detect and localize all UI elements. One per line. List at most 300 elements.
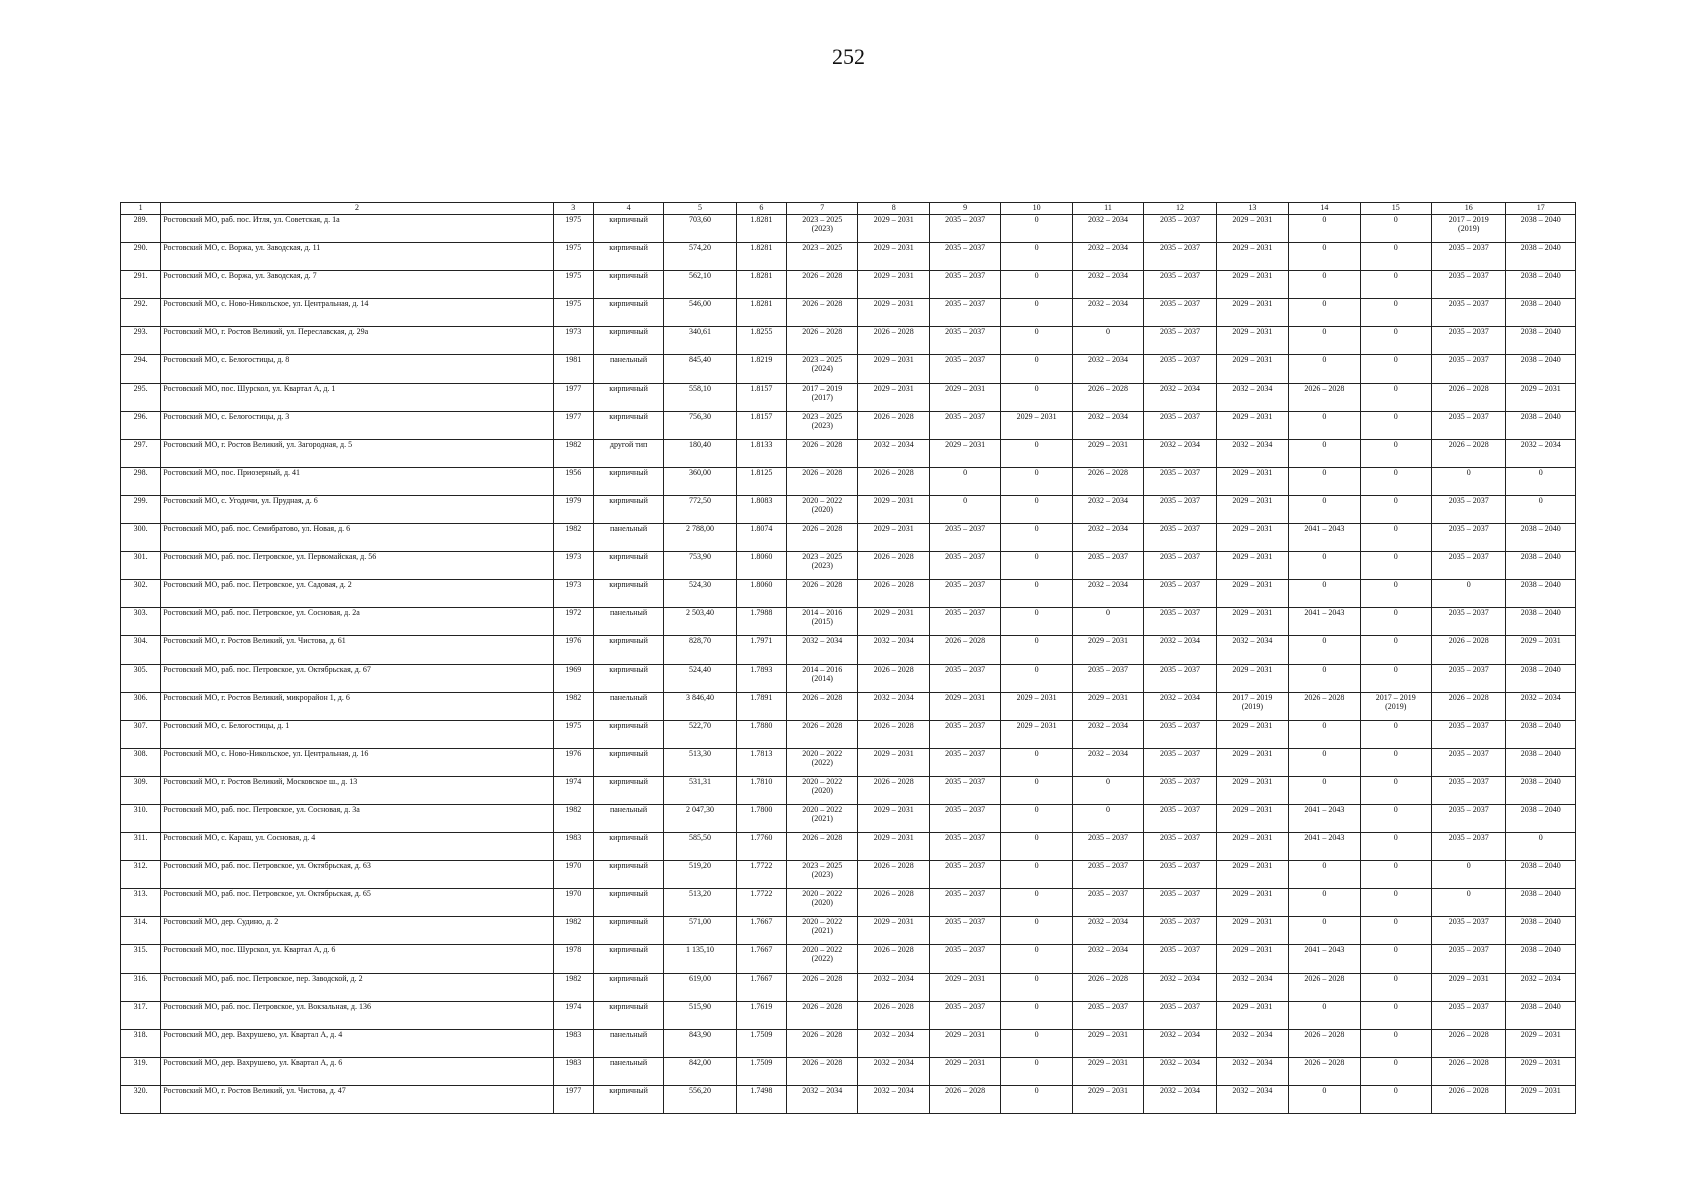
period-col-17: 2038 – 2040 bbox=[1506, 411, 1576, 439]
period-col-10: 0 bbox=[1001, 580, 1072, 608]
period-col-10: 0 bbox=[1001, 439, 1072, 467]
index-value: 1.8157 bbox=[736, 411, 786, 439]
row-number: 297. bbox=[121, 439, 161, 467]
period-col-11: 2032 – 2034 bbox=[1072, 355, 1143, 383]
period-actual: (2014) bbox=[811, 673, 833, 683]
period-col-7: 2026 – 2028 bbox=[787, 299, 858, 327]
period-col-11: 2035 – 2037 bbox=[1072, 833, 1143, 861]
period-col-8: 2029 – 2031 bbox=[858, 804, 929, 832]
table-row bbox=[121, 973, 1576, 1001]
period-col-16: 2026 – 2028 bbox=[1431, 1085, 1505, 1113]
period-col-8: 2029 – 2031 bbox=[858, 383, 929, 411]
period-col-17: 2038 – 2040 bbox=[1506, 889, 1576, 917]
address: Ростовский МО, раб. пос. Петровское, пер. Заводской, д. 2 bbox=[161, 973, 553, 1001]
period-col-17: 2038 – 2040 bbox=[1506, 917, 1576, 945]
index-value: 1.8074 bbox=[736, 524, 786, 552]
period-col-13: 2029 – 2031 bbox=[1216, 917, 1288, 945]
period-col-9: 2035 – 2037 bbox=[929, 945, 1000, 973]
address: Ростовский МО, раб. пос. Петровское, ул. Октябрьская, д. 67 bbox=[161, 664, 553, 692]
period-col-16: 2035 – 2037 bbox=[1431, 243, 1505, 271]
total-area: 574,20 bbox=[664, 243, 736, 271]
period-col-11: 2029 – 2031 bbox=[1072, 636, 1143, 664]
table-row bbox=[121, 439, 1576, 467]
table-row bbox=[121, 355, 1576, 383]
period-col-13 bbox=[1216, 692, 1288, 720]
wall-material: панельный bbox=[593, 804, 663, 832]
period-range: 2017 – 2019 bbox=[802, 383, 843, 393]
period-col-10: 0 bbox=[1001, 271, 1072, 299]
year-built: 1977 bbox=[553, 1085, 593, 1113]
period-col-16: 2035 – 2037 bbox=[1431, 608, 1505, 636]
row-number: 305. bbox=[121, 664, 161, 692]
period-col-8: 2029 – 2031 bbox=[858, 215, 929, 243]
period-col-17: 2038 – 2040 bbox=[1506, 524, 1576, 552]
table-row bbox=[121, 495, 1576, 523]
period-col-10: 0 bbox=[1001, 495, 1072, 523]
period-actual: (2023) bbox=[811, 420, 833, 430]
period-range: 2020 – 2022 bbox=[802, 748, 843, 758]
row-number: 294. bbox=[121, 355, 161, 383]
total-area: 571,00 bbox=[664, 917, 736, 945]
period-col-7: 2026 – 2028 bbox=[787, 467, 858, 495]
period-col-13: 2032 – 2034 bbox=[1216, 1085, 1288, 1113]
total-area: 842,00 bbox=[664, 1057, 736, 1085]
period-col-16: 2035 – 2037 bbox=[1431, 748, 1505, 776]
period-col-10: 2029 – 2031 bbox=[1001, 411, 1072, 439]
period-col-16: 0 bbox=[1431, 889, 1505, 917]
period-col-15: 0 bbox=[1360, 861, 1431, 889]
row-number: 317. bbox=[121, 1001, 161, 1029]
period-col-7: 2026 – 2028 bbox=[787, 1029, 858, 1057]
table-row bbox=[121, 608, 1576, 636]
period-col-16: 2035 – 2037 bbox=[1431, 945, 1505, 973]
housing-repair-schedule-table bbox=[120, 202, 1576, 1114]
period-actual: (2020) bbox=[811, 898, 833, 908]
period-col-8: 2029 – 2031 bbox=[858, 271, 929, 299]
period-actual: (2024) bbox=[811, 364, 833, 374]
period-col-16: 2026 – 2028 bbox=[1431, 439, 1505, 467]
period-col-15: 0 bbox=[1360, 383, 1431, 411]
column-header-16: 16 bbox=[1431, 203, 1505, 215]
table-row bbox=[121, 299, 1576, 327]
table-row bbox=[121, 383, 1576, 411]
row-number: 293. bbox=[121, 327, 161, 355]
period-col-12: 2032 – 2034 bbox=[1144, 973, 1216, 1001]
period-col-16 bbox=[1431, 215, 1505, 243]
period-col-17: 2038 – 2040 bbox=[1506, 327, 1576, 355]
period-col-11: 2029 – 2031 bbox=[1072, 692, 1143, 720]
period-col-15: 0 bbox=[1360, 411, 1431, 439]
period-col-17: 2038 – 2040 bbox=[1506, 804, 1576, 832]
period-col-11: 2032 – 2034 bbox=[1072, 271, 1143, 299]
period-col-7 bbox=[787, 552, 858, 580]
period-col-13: 2029 – 2031 bbox=[1216, 552, 1288, 580]
period-col-17: 2038 – 2040 bbox=[1506, 720, 1576, 748]
period-col-8: 2029 – 2031 bbox=[858, 608, 929, 636]
table-row bbox=[121, 1029, 1576, 1057]
period-col-17: 2029 – 2031 bbox=[1506, 1029, 1576, 1057]
period-col-16: 2035 – 2037 bbox=[1431, 720, 1505, 748]
period-col-13: 2029 – 2031 bbox=[1216, 1001, 1288, 1029]
total-area: 619,00 bbox=[664, 973, 736, 1001]
period-col-9: 2035 – 2037 bbox=[929, 524, 1000, 552]
period-col-11: 2035 – 2037 bbox=[1072, 552, 1143, 580]
period-col-14: 0 bbox=[1289, 636, 1360, 664]
period-col-15: 0 bbox=[1360, 495, 1431, 523]
year-built: 1976 bbox=[553, 748, 593, 776]
column-header-14: 14 bbox=[1289, 203, 1360, 215]
total-area: 2 788,00 bbox=[664, 524, 736, 552]
period-col-17: 2038 – 2040 bbox=[1506, 861, 1576, 889]
period-col-7 bbox=[787, 608, 858, 636]
period-col-15: 0 bbox=[1360, 1029, 1431, 1057]
period-col-11: 2032 – 2034 bbox=[1072, 917, 1143, 945]
period-actual: (2021) bbox=[811, 926, 833, 936]
period-col-10: 0 bbox=[1001, 748, 1072, 776]
column-header-9: 9 bbox=[929, 203, 1000, 215]
address: Ростовский МО, раб. пос. Семибратово, ул. Новая, д. 6 bbox=[161, 524, 553, 552]
total-area: 180,40 bbox=[664, 439, 736, 467]
index-value: 1.7667 bbox=[736, 973, 786, 1001]
row-number: 314. bbox=[121, 917, 161, 945]
index-value: 1.8255 bbox=[736, 327, 786, 355]
period-col-16: 2035 – 2037 bbox=[1431, 833, 1505, 861]
period-col-13: 2029 – 2031 bbox=[1216, 495, 1288, 523]
period-col-8: 2026 – 2028 bbox=[858, 889, 929, 917]
period-col-14: 0 bbox=[1289, 299, 1360, 327]
period-col-13: 2029 – 2031 bbox=[1216, 776, 1288, 804]
period-col-8: 2029 – 2031 bbox=[858, 299, 929, 327]
period-col-17: 2038 – 2040 bbox=[1506, 664, 1576, 692]
period-col-13: 2029 – 2031 bbox=[1216, 355, 1288, 383]
period-col-12: 2035 – 2037 bbox=[1144, 1001, 1216, 1029]
year-built: 1973 bbox=[553, 580, 593, 608]
period-col-15: 0 bbox=[1360, 833, 1431, 861]
period-col-15: 0 bbox=[1360, 608, 1431, 636]
period-col-15: 0 bbox=[1360, 664, 1431, 692]
index-value: 1.7891 bbox=[736, 692, 786, 720]
wall-material: панельный bbox=[593, 608, 663, 636]
period-col-14: 2041 – 2043 bbox=[1289, 524, 1360, 552]
year-built: 1970 bbox=[553, 861, 593, 889]
period-range: 2020 – 2022 bbox=[802, 945, 843, 955]
period-col-12: 2035 – 2037 bbox=[1144, 411, 1216, 439]
period-col-13: 2029 – 2031 bbox=[1216, 720, 1288, 748]
table-row bbox=[121, 889, 1576, 917]
period-col-17: 2038 – 2040 bbox=[1506, 215, 1576, 243]
wall-material: кирпичный bbox=[593, 271, 663, 299]
period-col-8: 2026 – 2028 bbox=[858, 945, 929, 973]
year-built: 1979 bbox=[553, 495, 593, 523]
period-col-14: 0 bbox=[1289, 327, 1360, 355]
period-col-8: 2026 – 2028 bbox=[858, 580, 929, 608]
row-number: 295. bbox=[121, 383, 161, 411]
period-col-14: 2026 – 2028 bbox=[1289, 383, 1360, 411]
period-col-15: 0 bbox=[1360, 1085, 1431, 1113]
row-number: 290. bbox=[121, 243, 161, 271]
header-row bbox=[121, 203, 1576, 215]
total-area: 519,20 bbox=[664, 861, 736, 889]
period-col-11: 2029 – 2031 bbox=[1072, 1029, 1143, 1057]
period-col-17: 2032 – 2034 bbox=[1506, 692, 1576, 720]
period-col-13: 2029 – 2031 bbox=[1216, 833, 1288, 861]
index-value: 1.7509 bbox=[736, 1057, 786, 1085]
period-col-7 bbox=[787, 917, 858, 945]
period-col-12: 2035 – 2037 bbox=[1144, 271, 1216, 299]
period-col-11: 2032 – 2034 bbox=[1072, 580, 1143, 608]
period-col-15: 0 bbox=[1360, 355, 1431, 383]
period-col-17: 2029 – 2031 bbox=[1506, 1085, 1576, 1113]
period-col-17: 2038 – 2040 bbox=[1506, 299, 1576, 327]
column-header-3: 3 bbox=[553, 203, 593, 215]
period-col-12: 2032 – 2034 bbox=[1144, 636, 1216, 664]
period-col-9: 2035 – 2037 bbox=[929, 271, 1000, 299]
period-col-16: 2035 – 2037 bbox=[1431, 411, 1505, 439]
period-range: 2017 – 2019 bbox=[1232, 692, 1273, 702]
period-col-15: 0 bbox=[1360, 945, 1431, 973]
address: Ростовский МО, с. Ново-Никольское, ул. Центральная, д. 14 bbox=[161, 299, 553, 327]
period-col-9: 2035 – 2037 bbox=[929, 861, 1000, 889]
column-header-7: 7 bbox=[787, 203, 858, 215]
wall-material: кирпичный bbox=[593, 720, 663, 748]
address: Ростовский МО, с. Воржа, ул. Заводская, д. 7 bbox=[161, 271, 553, 299]
period-col-15: 0 bbox=[1360, 552, 1431, 580]
address: Ростовский МО, с. Воржа, ул. Заводская, д. 11 bbox=[161, 243, 553, 271]
period-col-11: 2032 – 2034 bbox=[1072, 299, 1143, 327]
period-col-16: 0 bbox=[1431, 861, 1505, 889]
row-number: 296. bbox=[121, 411, 161, 439]
period-col-7 bbox=[787, 355, 858, 383]
row-number: 318. bbox=[121, 1029, 161, 1057]
period-col-11: 2035 – 2037 bbox=[1072, 1001, 1143, 1029]
period-col-9: 2035 – 2037 bbox=[929, 720, 1000, 748]
table-row bbox=[121, 664, 1576, 692]
period-col-8: 2029 – 2031 bbox=[858, 748, 929, 776]
period-col-15: 0 bbox=[1360, 299, 1431, 327]
table-row bbox=[121, 636, 1576, 664]
period-col-9: 2035 – 2037 bbox=[929, 327, 1000, 355]
year-built: 1974 bbox=[553, 776, 593, 804]
period-col-7: 2026 – 2028 bbox=[787, 271, 858, 299]
period-col-9: 2029 – 2031 bbox=[929, 692, 1000, 720]
period-col-17: 2029 – 2031 bbox=[1506, 636, 1576, 664]
period-col-10: 0 bbox=[1001, 467, 1072, 495]
wall-material: кирпичный bbox=[593, 636, 663, 664]
period-col-8: 2029 – 2031 bbox=[858, 355, 929, 383]
period-col-14: 2026 – 2028 bbox=[1289, 1029, 1360, 1057]
period-col-12: 2032 – 2034 bbox=[1144, 383, 1216, 411]
period-col-10: 0 bbox=[1001, 889, 1072, 917]
table-row bbox=[121, 215, 1576, 243]
period-col-17: 2032 – 2034 bbox=[1506, 439, 1576, 467]
period-col-13: 2029 – 2031 bbox=[1216, 889, 1288, 917]
period-col-15: 0 bbox=[1360, 720, 1431, 748]
period-col-13: 2032 – 2034 bbox=[1216, 636, 1288, 664]
period-col-7 bbox=[787, 776, 858, 804]
column-header-12: 12 bbox=[1144, 203, 1216, 215]
period-col-16: 2035 – 2037 bbox=[1431, 804, 1505, 832]
period-col-7: 2026 – 2028 bbox=[787, 833, 858, 861]
wall-material: кирпичный bbox=[593, 552, 663, 580]
period-col-12: 2035 – 2037 bbox=[1144, 580, 1216, 608]
period-col-14: 0 bbox=[1289, 215, 1360, 243]
wall-material: панельный bbox=[593, 692, 663, 720]
period-col-7 bbox=[787, 411, 858, 439]
period-col-15: 0 bbox=[1360, 215, 1431, 243]
index-value: 1.8157 bbox=[736, 383, 786, 411]
table-row bbox=[121, 1001, 1576, 1029]
period-actual: (2017) bbox=[811, 392, 833, 402]
period-range: 2023 – 2025 bbox=[802, 861, 843, 871]
period-col-13: 2029 – 2031 bbox=[1216, 861, 1288, 889]
period-col-12: 2035 – 2037 bbox=[1144, 467, 1216, 495]
address: Ростовский МО, пос. Шурскол, ул. Квартал А, д. 1 bbox=[161, 383, 553, 411]
year-built: 1975 bbox=[553, 271, 593, 299]
period-range: 2023 – 2025 bbox=[802, 552, 843, 562]
period-col-15: 0 bbox=[1360, 804, 1431, 832]
year-built: 1982 bbox=[553, 973, 593, 1001]
index-value: 1.7509 bbox=[736, 1029, 786, 1057]
column-header-1: 1 bbox=[121, 203, 161, 215]
period-col-13: 2029 – 2031 bbox=[1216, 327, 1288, 355]
period-col-9: 2029 – 2031 bbox=[929, 1057, 1000, 1085]
period-col-10: 0 bbox=[1001, 664, 1072, 692]
period-col-10: 0 bbox=[1001, 1001, 1072, 1029]
period-col-14: 0 bbox=[1289, 411, 1360, 439]
total-area: 772,50 bbox=[664, 495, 736, 523]
address: Ростовский МО, раб. пос. Петровское, ул. Первомайская, д. 56 bbox=[161, 552, 553, 580]
index-value: 1.8125 bbox=[736, 467, 786, 495]
period-col-7: 2026 – 2028 bbox=[787, 1057, 858, 1085]
row-number: 299. bbox=[121, 495, 161, 523]
period-col-15: 0 bbox=[1360, 636, 1431, 664]
period-col-14: 0 bbox=[1289, 748, 1360, 776]
address: Ростовский МО, с. Угодичи, ул. Прудная, д. 6 bbox=[161, 495, 553, 523]
total-area: 556,20 bbox=[664, 1085, 736, 1113]
period-col-13: 2032 – 2034 bbox=[1216, 383, 1288, 411]
period-col-12: 2035 – 2037 bbox=[1144, 917, 1216, 945]
year-built: 1975 bbox=[553, 243, 593, 271]
period-col-15: 0 bbox=[1360, 271, 1431, 299]
index-value: 1.7893 bbox=[736, 664, 786, 692]
period-col-12: 2032 – 2034 bbox=[1144, 1057, 1216, 1085]
period-col-17: 2038 – 2040 bbox=[1506, 1001, 1576, 1029]
period-col-17: 2038 – 2040 bbox=[1506, 580, 1576, 608]
index-value: 1.8083 bbox=[736, 495, 786, 523]
index-value: 1.7619 bbox=[736, 1001, 786, 1029]
index-value: 1.7667 bbox=[736, 945, 786, 973]
period-col-11: 2026 – 2028 bbox=[1072, 973, 1143, 1001]
total-area: 753,90 bbox=[664, 552, 736, 580]
wall-material: кирпичный bbox=[593, 945, 663, 973]
period-col-14: 0 bbox=[1289, 1085, 1360, 1113]
period-col-13: 2029 – 2031 bbox=[1216, 524, 1288, 552]
period-col-12: 2035 – 2037 bbox=[1144, 355, 1216, 383]
period-col-14: 0 bbox=[1289, 889, 1360, 917]
period-actual: (2020) bbox=[811, 504, 833, 514]
table-row bbox=[121, 692, 1576, 720]
address: Ростовский МО, пос. Шурскол, ул. Квартал А, д. 6 bbox=[161, 945, 553, 973]
period-col-12: 2035 – 2037 bbox=[1144, 608, 1216, 636]
period-col-13: 2029 – 2031 bbox=[1216, 664, 1288, 692]
period-col-14: 2026 – 2028 bbox=[1289, 973, 1360, 1001]
period-col-13: 2032 – 2034 bbox=[1216, 1029, 1288, 1057]
period-col-14: 2026 – 2028 bbox=[1289, 1057, 1360, 1085]
period-col-8: 2032 – 2034 bbox=[858, 636, 929, 664]
index-value: 1.7988 bbox=[736, 608, 786, 636]
address: Ростовский МО, дер. Вахрушево, ул. Квартал А, д. 4 bbox=[161, 1029, 553, 1057]
row-number: 310. bbox=[121, 804, 161, 832]
period-col-13: 2032 – 2034 bbox=[1216, 973, 1288, 1001]
year-built: 1977 bbox=[553, 383, 593, 411]
total-area: 845,40 bbox=[664, 355, 736, 383]
index-value: 1.7971 bbox=[736, 636, 786, 664]
period-col-11: 2035 – 2037 bbox=[1072, 664, 1143, 692]
period-col-10: 0 bbox=[1001, 973, 1072, 1001]
period-col-17: 2038 – 2040 bbox=[1506, 776, 1576, 804]
year-built: 1975 bbox=[553, 299, 593, 327]
year-built: 1974 bbox=[553, 1001, 593, 1029]
row-number: 316. bbox=[121, 973, 161, 1001]
year-built: 1977 bbox=[553, 411, 593, 439]
year-built: 1969 bbox=[553, 664, 593, 692]
period-col-14: 0 bbox=[1289, 1001, 1360, 1029]
period-col-13: 2029 – 2031 bbox=[1216, 299, 1288, 327]
period-col-10: 0 bbox=[1001, 1057, 1072, 1085]
period-col-8: 2032 – 2034 bbox=[858, 439, 929, 467]
index-value: 1.8281 bbox=[736, 299, 786, 327]
period-col-13: 2029 – 2031 bbox=[1216, 748, 1288, 776]
period-col-15: 0 bbox=[1360, 973, 1431, 1001]
period-col-9: 2035 – 2037 bbox=[929, 411, 1000, 439]
period-col-17: 2038 – 2040 bbox=[1506, 608, 1576, 636]
period-col-8: 2026 – 2028 bbox=[858, 327, 929, 355]
period-col-10: 0 bbox=[1001, 383, 1072, 411]
row-number: 291. bbox=[121, 271, 161, 299]
index-value: 1.8281 bbox=[736, 215, 786, 243]
table-row bbox=[121, 271, 1576, 299]
period-col-12: 2035 – 2037 bbox=[1144, 748, 1216, 776]
period-col-14: 0 bbox=[1289, 861, 1360, 889]
total-area: 828,70 bbox=[664, 636, 736, 664]
period-range: 2020 – 2022 bbox=[802, 495, 843, 505]
index-value: 1.8281 bbox=[736, 243, 786, 271]
year-built: 1978 bbox=[553, 945, 593, 973]
period-col-10: 0 bbox=[1001, 243, 1072, 271]
total-area: 340,61 bbox=[664, 327, 736, 355]
wall-material: кирпичный bbox=[593, 776, 663, 804]
row-number: 308. bbox=[121, 748, 161, 776]
address: Ростовский МО, раб. пос. Петровское, ул. Садовая, д. 2 bbox=[161, 580, 553, 608]
period-col-14: 0 bbox=[1289, 355, 1360, 383]
address: Ростовский МО, раб. пос. Петровское, ул. Вокзальная, д. 136 bbox=[161, 1001, 553, 1029]
period-range: 2023 – 2025 bbox=[802, 411, 843, 421]
year-built: 1972 bbox=[553, 608, 593, 636]
period-col-16: 2026 – 2028 bbox=[1431, 1057, 1505, 1085]
row-number: 304. bbox=[121, 636, 161, 664]
period-actual: (2021) bbox=[811, 813, 833, 823]
address: Ростовский МО, дер. Судино, д. 2 bbox=[161, 917, 553, 945]
row-number: 298. bbox=[121, 467, 161, 495]
period-col-13: 2029 – 2031 bbox=[1216, 467, 1288, 495]
table-row bbox=[121, 243, 1576, 271]
row-number: 309. bbox=[121, 776, 161, 804]
total-area: 756,30 bbox=[664, 411, 736, 439]
period-col-9: 2035 – 2037 bbox=[929, 608, 1000, 636]
period-col-17: 0 bbox=[1506, 495, 1576, 523]
period-col-8: 2032 – 2034 bbox=[858, 973, 929, 1001]
period-actual: (2020) bbox=[811, 785, 833, 795]
